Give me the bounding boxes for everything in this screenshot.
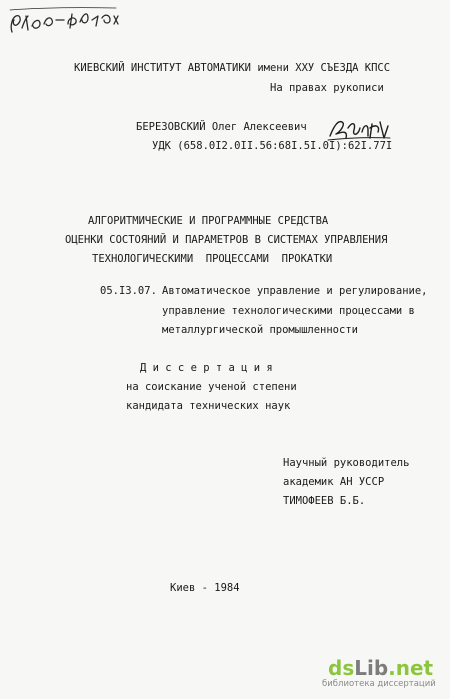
place-and-year: Киев - 1984 [170, 582, 240, 594]
handwritten-archive-mark [6, 2, 128, 38]
dslib-logo [322, 657, 440, 691]
dissertation-line-1: на соискание ученой степени [126, 381, 297, 393]
manuscript-rights: На правах рукописи [270, 82, 384, 94]
dissertation-line-2: кандидата технических наук [126, 400, 291, 412]
logo-subtitle: библиотека диссертаций [322, 679, 436, 689]
title-line-2: ОЦЕНКИ СОСТОЯНИЙ И ПАРАМЕТРОВ В СИСТЕМАХ УПРАВЛЕНИЯ [65, 234, 388, 246]
title-line-3: ТЕХНОЛОГИЧЕСКИМИ ПРОЦЕССАМИ ПРОКАТКИ [92, 253, 333, 265]
supervisor-title: академик АН УССР [283, 476, 385, 488]
author-name: БЕРЕЗОВСКИЙ Олег Алексеевич [136, 121, 307, 133]
specialty-line-2: управление технологическими процессами в [162, 305, 415, 317]
logo-ds-text: ds [328, 656, 355, 680]
logo-wordmark [328, 657, 433, 679]
institute-name: КИЕВСКИЙ ИНСТИТУТ АВТОМАТИКИ имени XXУ СЪЕЗДА КПСС [74, 62, 391, 74]
logo-lib-text: Lib [354, 656, 389, 680]
title-line-1: АЛГОРИТМИЧЕСКИЕ И ПРОГРАММНЫЕ СРЕДСТВА [88, 215, 329, 227]
dissertation-heading: Д и с с е р т а ц и я [140, 362, 273, 374]
supervisor-name: ТИМОФЕЕВ Б.Б. [283, 495, 366, 507]
udk-code: УДК (658.0I2.0II.56:68I.5I.0I):62I.77I [152, 140, 393, 152]
specialty-code: 05.I3.07. [100, 285, 157, 297]
specialty-line-1: Автоматическое управление и регулирование, [162, 285, 428, 297]
logo-net-text: .net [388, 656, 434, 680]
specialty-line-3: металлургической промышленности [162, 324, 358, 336]
supervisor-role: Научный руководитель [283, 457, 410, 469]
